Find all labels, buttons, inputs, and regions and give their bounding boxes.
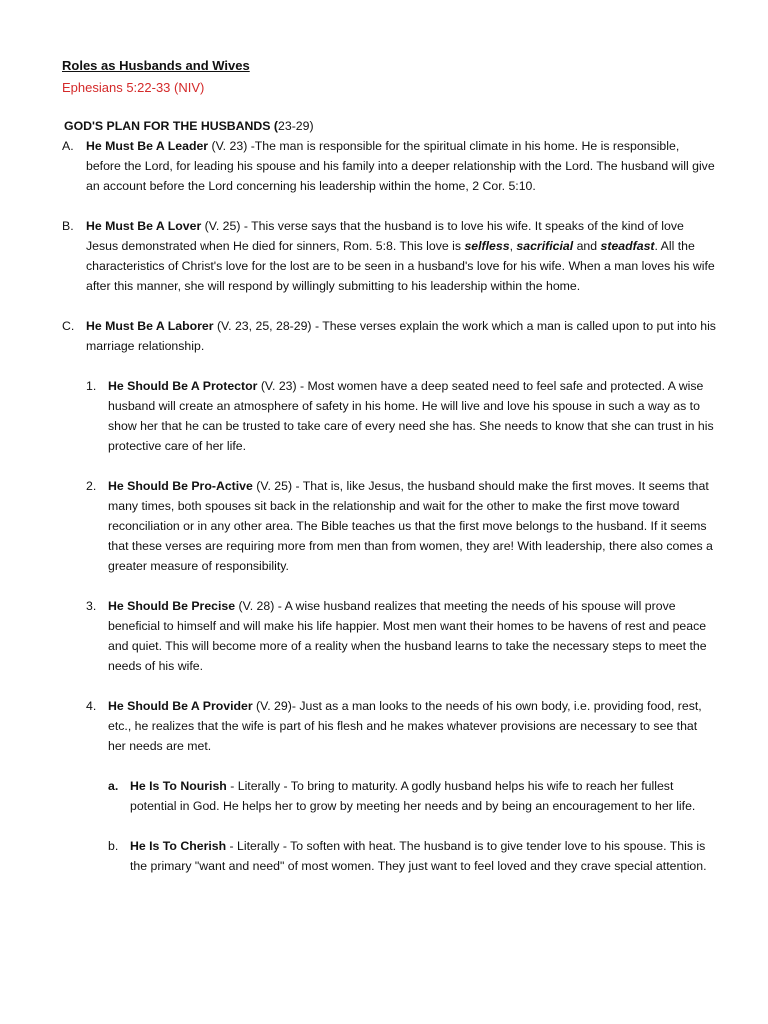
emphasis-steadfast: steadfast <box>600 239 655 253</box>
item-heading: He Should Be A Protector <box>108 379 258 393</box>
list-marker: A. <box>62 139 74 153</box>
list-item-text <box>108 476 716 576</box>
item-heading: He Should Be A Provider <box>108 699 253 713</box>
item-body: (V. 29)- Just as a man looks to the needs of his own body, i.e. providing food, rest, etc., he realizes that the wife is part of his flesh and he makes whatever provisions are necessary to see that her needs are met. <box>108 699 702 753</box>
item-body: - Literally - To soften with heat. The husband is to give tender love to his spouse. This is the primary "want and need" of most women. They just want to feel loved and they crave special attention. <box>130 839 707 873</box>
item-heading: He Must Be A Leader <box>86 139 209 153</box>
item-heading: He Is To Nourish <box>130 779 227 793</box>
list-item-2 <box>86 476 716 576</box>
item-body: . All the characteristics of Christ's love for the lost are to be seen in a husband's love for his wife. When a man loves his wife after this manner, she will respond by willingly submitting to his leadership within the home. <box>86 239 715 293</box>
list-item-text <box>130 836 716 876</box>
item-heading: He Is To Cherish <box>130 839 227 853</box>
list-item-text <box>108 596 716 676</box>
list-marker: B. <box>62 219 74 233</box>
section-heading <box>64 116 716 136</box>
item-body: - Literally - To bring to maturity. A godly husband helps his wife to reach her fullest potential in God. He helps her to grow by meeting her needs and by being an encouragement to her life. <box>130 779 696 813</box>
list-item-b <box>62 216 716 296</box>
list-item-1 <box>86 376 716 456</box>
list-item-text <box>86 316 716 356</box>
item-body: (V. 25) - That is, like Jesus, the husband should make the first moves. It seems that many times, both spouses sit back in the relationship and wait for the other to make the first move toward reconciliation or in any other area. The Bible teaches us that the first move belongs to the husband. If it seems that these verses are requiring more from men than from women, they are! With leadership, there also comes a greater measure of responsibility. <box>108 479 713 573</box>
list-marker: C. <box>62 319 75 333</box>
list-marker: 1. <box>86 379 97 393</box>
item-body: (V. 23, 25, 28-29) - These verses explain the work which a man is called upon to put into his marriage relationship. <box>86 319 716 353</box>
list-item-text <box>108 696 716 756</box>
item-body: and <box>573 239 601 253</box>
item-body: (V. 25) - This verse says that the husband is to love his wife. It speaks of the kind of love Jesus demonstrated when He died for sinners, Rom. 5:8. This love is <box>86 219 684 253</box>
list-item-4 <box>86 696 716 756</box>
item-body: (V. 28) - A wise husband realizes that meeting the needs of his spouse will prove beneficial to himself and will make his life happier. Most men want their homes to be havens of rest and peace and quiet. This will become more of a reality when the husband learns to take the necessary steps to meet the needs of his wife. <box>108 599 707 673</box>
list-marker: b. <box>108 839 119 853</box>
list-item-text <box>86 136 716 196</box>
list-item-text <box>86 216 716 296</box>
list-item-a <box>62 136 716 196</box>
list-marker: 3. <box>86 599 97 613</box>
list-item-text <box>130 776 716 816</box>
list-item-a-sub <box>108 776 716 816</box>
item-heading: He Must Be A Laborer <box>86 319 214 333</box>
item-heading: He Must Be A Lover <box>86 219 202 233</box>
section-heading-rest: 23-29) <box>278 119 314 133</box>
emphasis-sacrificial: sacrificial <box>516 239 574 253</box>
list-item-3 <box>86 596 716 676</box>
list-item-c <box>62 316 716 356</box>
scripture-reference: Ephesians 5:22-33 (NIV) <box>62 80 205 95</box>
item-heading: He Should Be Precise <box>108 599 236 613</box>
list-marker: a. <box>108 779 119 793</box>
list-marker: 2. <box>86 479 97 493</box>
list-item-text <box>108 376 716 456</box>
emphasis-selfless: selfless <box>464 239 510 253</box>
item-body: , <box>509 239 517 253</box>
section-heading-bold: GOD'S PLAN FOR THE HUSBANDS ( <box>64 119 279 133</box>
list-item-b-sub <box>108 836 716 876</box>
item-heading: He Should Be Pro-Active <box>108 479 253 493</box>
item-body: (V. 23) - Most women have a deep seated need to feel safe and protected. A wise husband will create an atmosphere of safety in his home. He will live and love his spouse in such a way as to show her that he can be trusted to take care of every need she has. She needs to know that she can trust in his protective care of her life. <box>108 379 714 453</box>
document-title: Roles as Husbands and Wives <box>62 58 250 73</box>
list-marker: 4. <box>86 699 97 713</box>
item-body: (V. 23) -The man is responsible for the spiritual climate in his home. He is responsible, before the Lord, for leading his spouse and his family into a deeper relationship with the Lord. The husband will give an account before the Lord concerning his leadership within the home, 2 Cor. 5:10. <box>86 139 715 193</box>
